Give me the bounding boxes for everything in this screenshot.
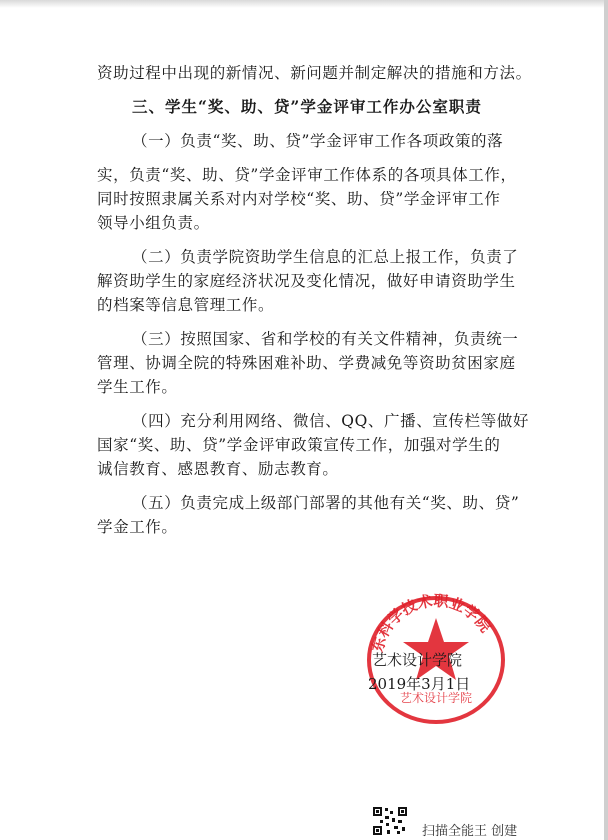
signature-date: 2019年3月1日 xyxy=(368,675,471,693)
scan-edge-right xyxy=(604,0,608,840)
para-4-line-2: 国家“奖、助、贷”学金评审政策宣传工作，加强对学生的 xyxy=(97,436,501,454)
para-4-line-1: （四）充分利用网络、微信、QQ、广播、宣传栏等做好 xyxy=(132,412,529,430)
scanner-watermark-text: 扫描全能王 创建 xyxy=(422,824,518,839)
para-2-line-1: （二）负责学院资助学生信息的汇总上报工作，负责了 xyxy=(132,248,519,266)
section-heading: 三、学生“奖、助、贷”学金评审工作办公室职责 xyxy=(132,97,482,116)
para-3-line-2: 管理、协调全院的特殊困难补助、学费减免等资助贫困家庭 xyxy=(97,354,516,372)
svg-text:艺术设计学院: 艺术设计学院 xyxy=(399,691,473,705)
para-2-line-2: 解资助学生的家庭经济状况及变化情况，做好申请资助学生 xyxy=(97,272,516,290)
para-1-line-1: （一）负责“奖、助、贷”学金评审工作各项政策的落 xyxy=(132,132,504,150)
para-5-line-1: （五）负责完成上级部门部署的其他有关“奖、助、贷” xyxy=(132,494,520,512)
para-3-line-1: （三）按照国家、省和学校的有关文件精神，负责统一 xyxy=(132,330,519,348)
para-5-line-2: 学金工作。 xyxy=(97,518,178,536)
para-1-line-4: 领导小组负责。 xyxy=(97,214,210,232)
para-2-line-3: 的档案等信息管理工作。 xyxy=(97,296,275,314)
para-1-line-2: 实，负责“奖、助、贷”学金评审工作体系的各项具体工作， xyxy=(97,166,517,184)
para-4-line-3: 诚信教育、感恩教育、励志教育。 xyxy=(97,460,339,478)
qr-code-icon xyxy=(372,806,408,836)
para-3-line-3: 学生工作。 xyxy=(97,378,178,396)
scan-edge-top xyxy=(0,0,608,8)
body-line-1: 资助过程中出现的新情况、新问题并制定解决的措施和方法。 xyxy=(97,64,532,82)
para-1-line-3: 同时按照隶属关系对内对学校“奖、助、贷”学金评审工作 xyxy=(97,190,501,208)
signature-org: 艺术设计学院 xyxy=(372,651,463,669)
svg-text:东科学技术职业学院: 东科学技术职业学院 xyxy=(368,591,495,655)
